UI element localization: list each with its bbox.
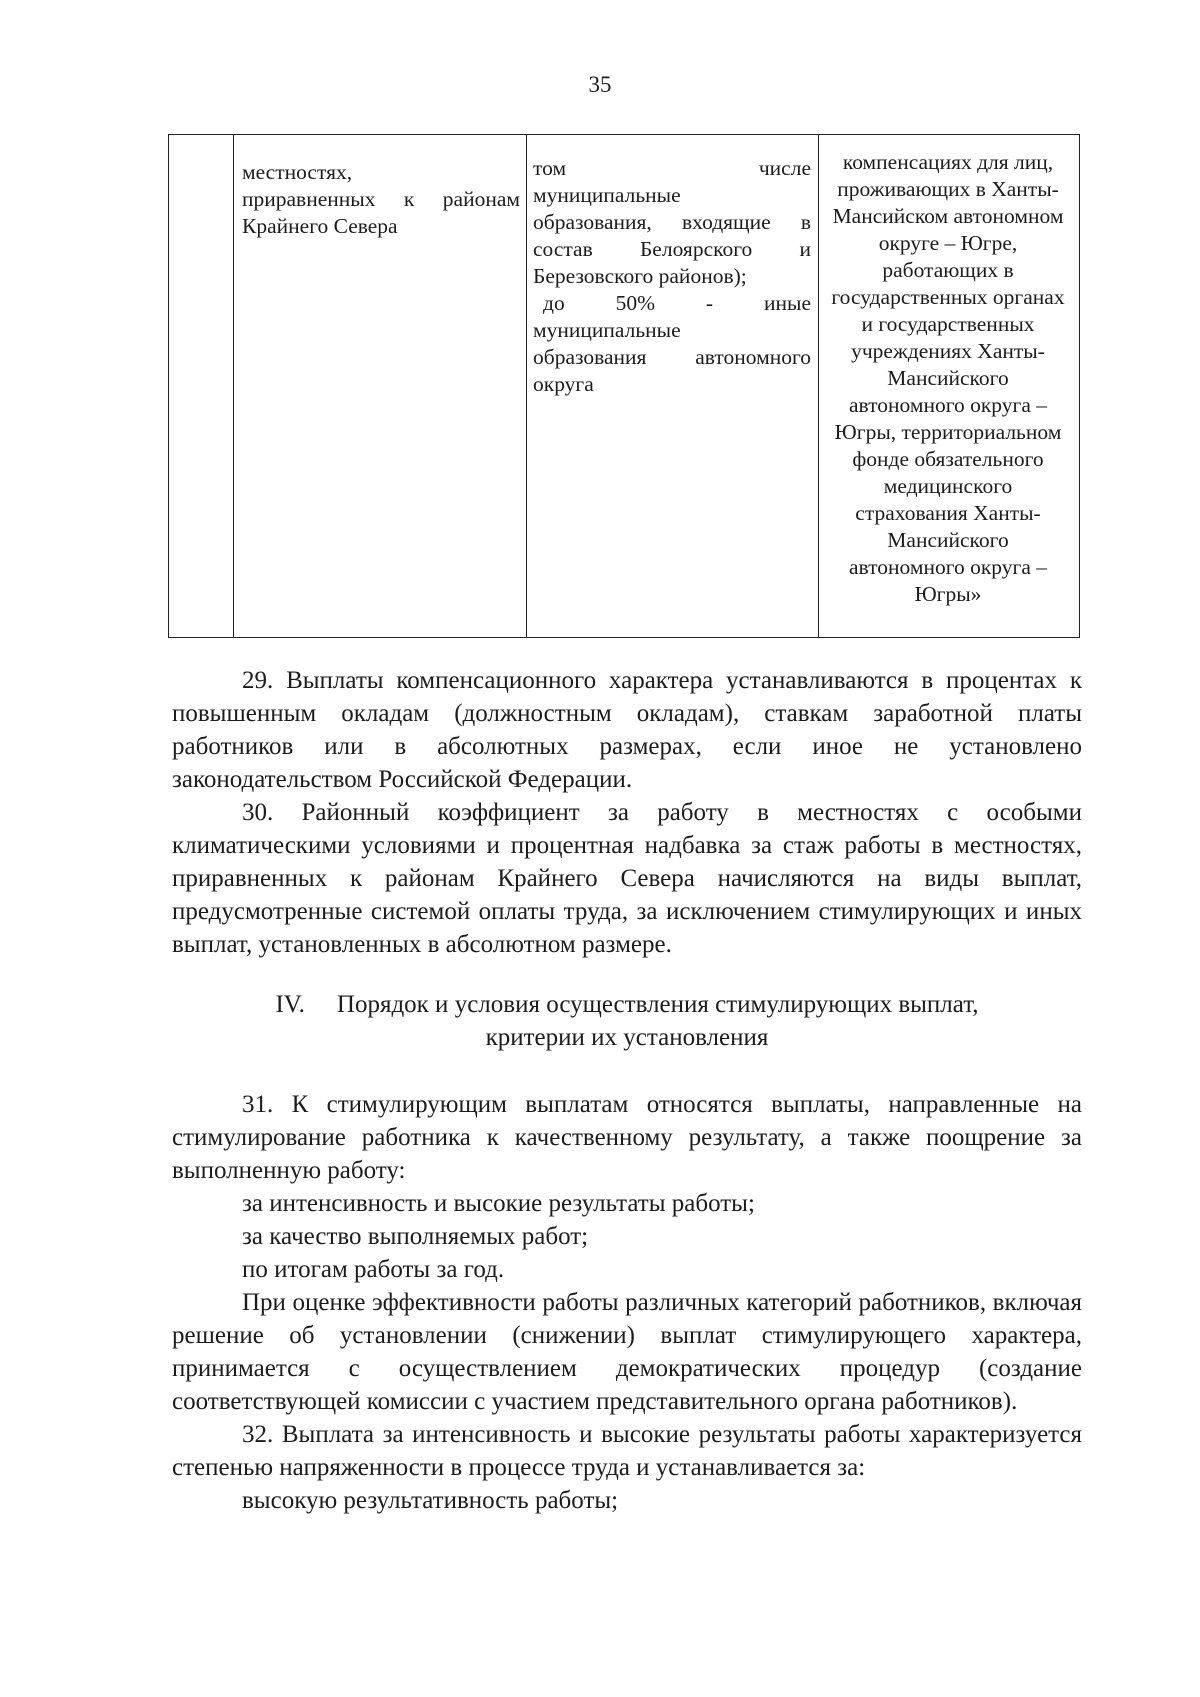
table-text-line: муниципальные: [533, 183, 681, 207]
table-text-line: местностях,: [242, 160, 353, 184]
table-text-line: Мансийском автономном: [832, 204, 1064, 228]
paragraph-evaluation: При оценке эффективности работы различных категорий работников, включая решение об установлении (снижении) выплат стимулирующего характера, принимается с осуществлением демократических процедур (создание соответствующей комиссии с участием представительного органа работников).: [172, 1289, 1082, 1415]
section-numeral: IV.: [275, 991, 305, 1018]
table-text-line: компенсациях для лиц,: [842, 150, 1054, 174]
table-text-line: проживающих в Ханты-: [837, 177, 1059, 201]
paragraph-29: 29. Выплаты компенсационного характера устанавливаются в процентах к повышенным окладам (должностным окладам), ставкам заработной платы работников или в абсолютных размерах, если иное не установлено законодательством Российской Федерации.: [172, 667, 1082, 793]
compensation-table: [168, 134, 1080, 638]
table-cell-territory: [234, 135, 527, 638]
list-item: по итогам работы за год.: [242, 1256, 505, 1283]
table-row: [169, 135, 1080, 638]
section-heading-line1: [172, 988, 1082, 1021]
page-number: 35: [588, 72, 612, 97]
table-text-line: образования автономного: [533, 345, 811, 369]
table-text-line: медицинского: [883, 474, 1013, 498]
table-text-line: Мансийского: [887, 366, 1009, 390]
table-text-line: округе – Югре,: [878, 231, 1018, 255]
section-title-line2: критерии их установления: [485, 1024, 769, 1051]
table-text-line: образования, входящие в: [533, 210, 811, 234]
table-text-line: автономного округа –: [848, 555, 1048, 579]
paragraph-30: 30. Районный коэффициент за работу в местностях с особыми климатическими условиями и процентная надбавка за стаж работы в местностях, приравненных к районам Крайнего Севера начисляются на виды выплат, предусмотренные системой оплаты труда, за исключением стимулирующих и иных выплат, установленных в абсолютном размере.: [172, 799, 1082, 958]
table-text-line: до 50% - иные: [543, 291, 811, 315]
list-item: за качество выполняемых работ;: [242, 1223, 589, 1250]
table-cell-amount: [527, 135, 819, 638]
table-text-line: том числе: [533, 156, 811, 180]
table-text-line: Югры, территориальном: [834, 420, 1062, 444]
table-text-line: автономного округа –: [848, 393, 1048, 417]
table-text-line: округа: [533, 372, 594, 396]
list-item: высокую результативность работы;: [242, 1487, 619, 1514]
table-text-line: государственных органах: [831, 285, 1065, 309]
paragraph-31: 31. К стимулирующим выплатам относятся выплаты, направленные на стимулирование работника к качественному результату, а также поощрение за выполненную работу:: [172, 1091, 1082, 1184]
paragraph-32: 32. Выплата за интенсивность и высокие результаты работы характеризуется степенью напряженности в процессе труда и устанавливается за:: [172, 1421, 1082, 1481]
table-text-line: и государственных: [861, 312, 1035, 336]
table-text-line: приравненных к районам: [242, 187, 520, 211]
table-text-line: состав Белоярского и: [533, 237, 811, 261]
table-text-line: Крайнего Севера: [242, 214, 398, 238]
table-cell-number: [169, 135, 234, 638]
list-item: за интенсивность и высокие результаты работы;: [242, 1190, 755, 1217]
table-text-line: муниципальные: [533, 318, 681, 342]
table-text-line: Мансийского: [887, 528, 1009, 552]
table-text-line: фонде обязательного: [852, 447, 1044, 471]
section-title-line1: Порядок и условия осуществления стимулирующих выплат,: [336, 991, 979, 1018]
table-text-line: учреждениях Ханты-: [851, 339, 1045, 363]
table-text-line: страхования Ханты-: [855, 501, 1041, 525]
section-4-body: [172, 1088, 1082, 1517]
section-heading: [172, 988, 1082, 1054]
table-text-line: Югры»: [914, 582, 982, 606]
table-text-line: Березовского районов);: [533, 264, 747, 288]
paragraphs-29-30: [172, 664, 1082, 961]
table-cell-legal-basis: [819, 135, 1080, 638]
table-text-line: работающих в: [882, 258, 1014, 282]
